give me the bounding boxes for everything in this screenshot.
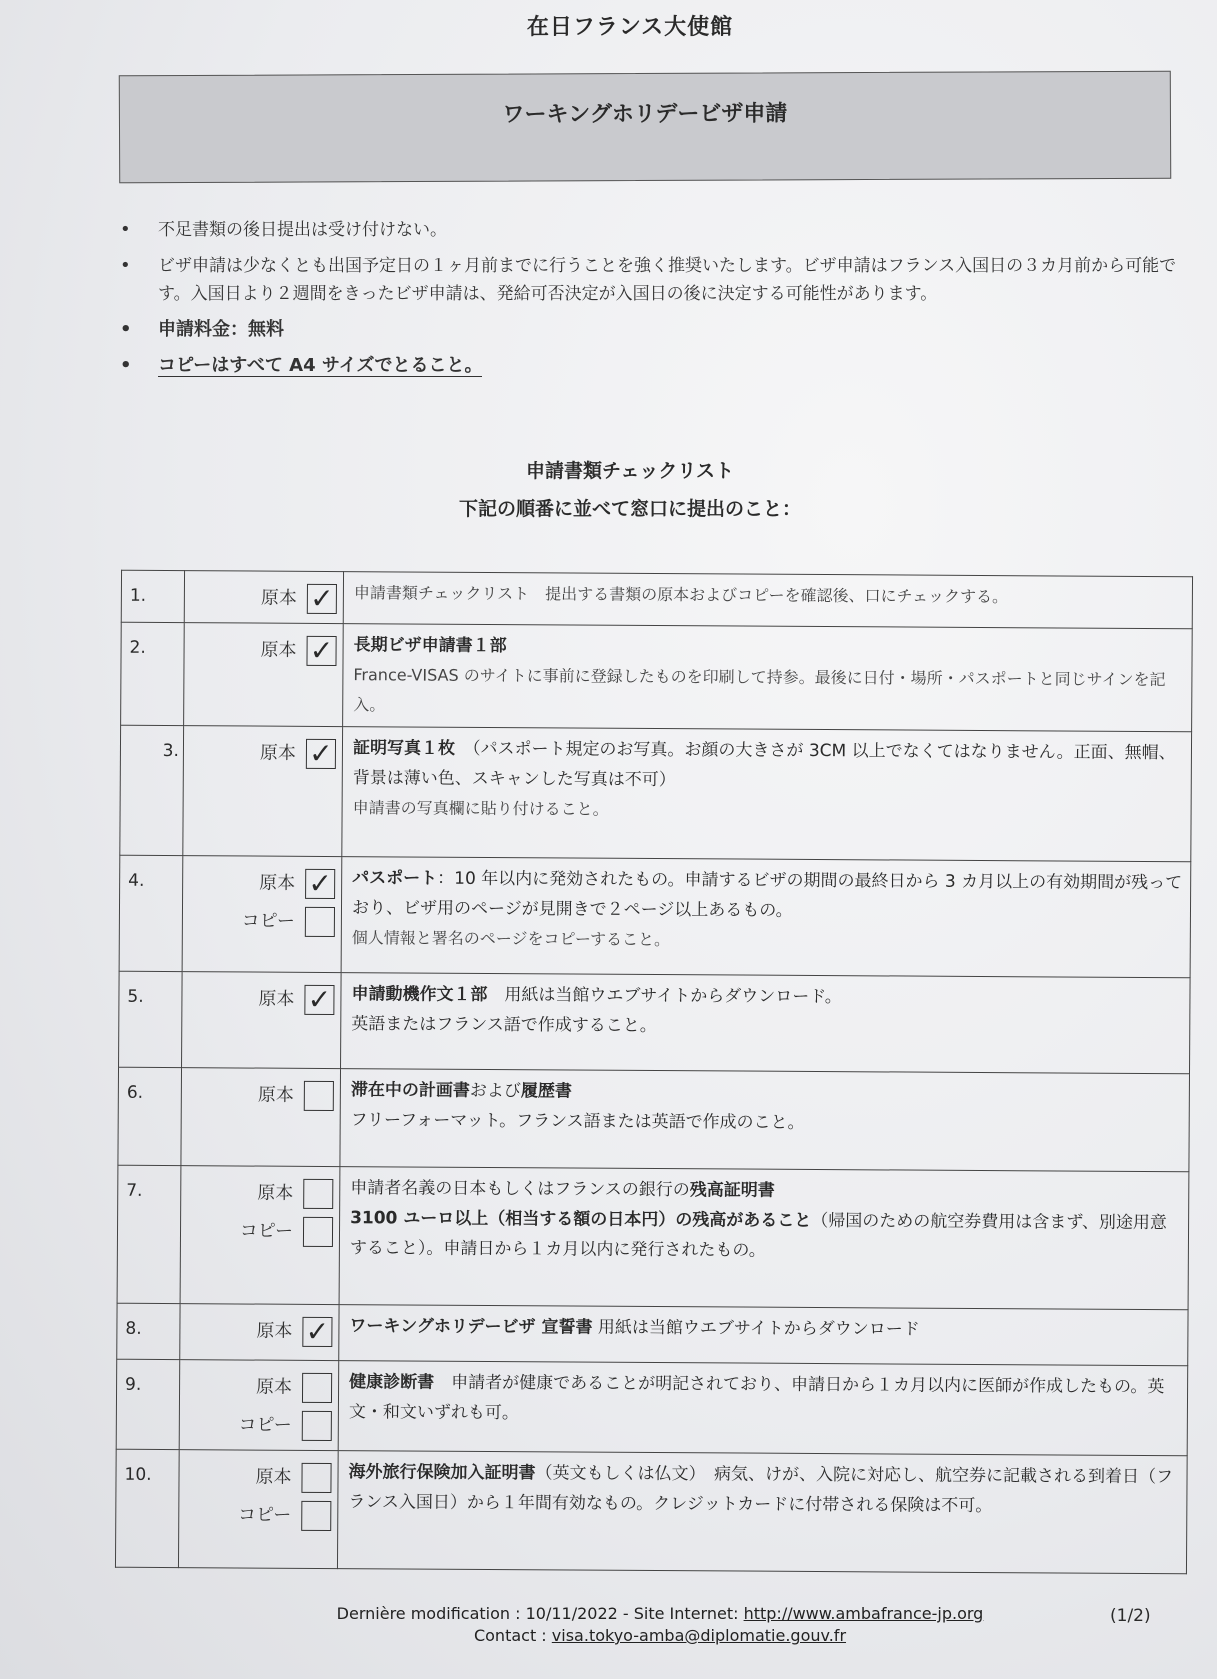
item-number: 1. — [121, 570, 184, 622]
copy-checkbox[interactable] — [302, 1411, 332, 1441]
table-row — [117, 1165, 1189, 1310]
original-label: 原本 — [260, 587, 297, 609]
note-item: • 申請料金：無料 — [118, 316, 1188, 344]
item-title: 申請動機作文１部 — [351, 984, 488, 1005]
note-item: • 不足書類の後日提出は受け付けない。 — [118, 216, 1188, 244]
item-title-2: 履歴書 — [520, 1081, 572, 1102]
item-title: 長期ビザ申請書１部 — [353, 635, 507, 657]
item-description: 用紙は当館ウエブサイトからダウンロード — [597, 1317, 920, 1340]
original-checkbox[interactable] — [301, 1463, 331, 1493]
copy-checkbox[interactable] — [305, 907, 335, 937]
item-description: 用紙は当館ウエブサイトからダウンロード。 — [504, 985, 842, 1008]
item-number: 7. — [117, 1165, 181, 1303]
table-row — [116, 1359, 1188, 1456]
item-number: 4. — [119, 855, 183, 971]
item-description: 申請書類チェックリスト 提出する書類の原本およびコピーを確認後、口にチェックする。 — [353, 583, 1009, 607]
original-label: 原本 — [257, 1084, 294, 1106]
footer — [260, 1603, 1060, 1647]
copy-label: コピー — [238, 1414, 292, 1436]
contact-email-link[interactable]: visa.tokyo-amba@diplomatie.gouv.fr — [551, 1626, 847, 1645]
note-underlined: コピーはすべて A4 サイズでとること。 — [158, 355, 483, 376]
item-description: ：10 年以内に発効されたもの。申請するビザの期間の最終日から 3 カ月以上の有効期間が残っており、ビザ用のページが見開きで２ページ以上あるもの。 — [351, 868, 1183, 921]
item-title: 健康診断書 — [349, 1372, 435, 1393]
item-description: France-VISAS のサイトに事前に登録したものを印刷して持参。最後に日付・場所・パスポートと同じサインを記入。 — [353, 665, 1166, 715]
item-number: 9. — [116, 1359, 180, 1449]
original-label: 原本 — [258, 988, 295, 1010]
table-row — [120, 725, 1192, 862]
item-description: （英文もしくは仏文） 病気、けが、入院に対応し、航空券に記載される到着日（フランス入国日）から１年間有効なもの。クレジットカードに付帯される保険は不可。 — [348, 1463, 1174, 1517]
checklist-title: 申請書類チェックリスト — [525, 460, 735, 482]
original-checkbox[interactable]: ✓ — [306, 739, 336, 769]
note-item — [118, 352, 1188, 380]
item-description: 申請者が健康であることが明記されており、申請日から１カ月以内に医師が作成したもの。英文・和文いずれも可。 — [348, 1372, 1165, 1424]
contact-label: Contact : — [473, 1626, 547, 1645]
item-note: 個人情報と署名のページをコピーすること。 — [351, 928, 671, 950]
note-item: • ビザ申請は少なくとも出国予定日の１ヶ月前までに行うことを強く推奨いたします。ビザ申請はフランス入国日の３カ月前から可能です。入国日より２週間をきったビザ申請は、発給可否決定が入国日の後に決定する可能性があります。 — [118, 252, 1188, 308]
item-number: 6. — [118, 1067, 182, 1165]
original-checkbox[interactable]: ✓ — [305, 869, 335, 899]
item-title: 海外旅行保険加入証明書 — [348, 1462, 536, 1484]
item-title-connector: および — [469, 1080, 521, 1102]
item-number: 10. — [115, 1449, 179, 1567]
checklist-subtitle: 下記の順番に並べて窓口に提出のこと： — [458, 498, 801, 520]
original-label: 原本 — [256, 1320, 293, 1342]
item-title: ワーキングホリデービザ 宣誓書 — [349, 1316, 593, 1338]
item-title-2: 3100 ユーロ以上（相当する額の日本円）の残高があること — [350, 1208, 812, 1231]
original-label: 原本 — [255, 1466, 292, 1488]
table-row — [121, 622, 1193, 732]
title-banner — [119, 71, 1171, 184]
notes-list — [118, 216, 1188, 388]
item-note: 英語またはフランス語で作成すること。 — [351, 1014, 657, 1037]
table-row — [121, 570, 1192, 629]
embassy-name: 在日フランス大使館 — [526, 15, 734, 40]
original-label: 原本 — [259, 872, 296, 894]
table-row — [119, 855, 1191, 978]
item-description: （パスポート規定のお写真。お顔の大きさが 3CM 以上でなくてはなりません。正面、無帽、背景は薄い色、スキャンした写真は不可） — [352, 738, 1176, 791]
item-number: 8. — [117, 1303, 180, 1359]
item-note: フリーフォーマット。フランス語または英語で作成のこと。 — [350, 1110, 805, 1133]
copy-label: コピー — [241, 910, 295, 932]
item-note: 申請書の写真欄に貼り付けること。 — [352, 798, 609, 819]
item-title: パスポート — [352, 868, 438, 889]
original-checkbox[interactable] — [302, 1373, 332, 1403]
table-row — [119, 971, 1191, 1074]
original-checkbox[interactable]: ✓ — [306, 636, 336, 666]
item-number: 5. — [119, 971, 183, 1067]
website-link[interactable]: http://www.ambafrance-jp.org — [743, 1604, 984, 1623]
footer-modified: Dernière modification : 10/11/2022 - Site Internet: — [336, 1604, 739, 1623]
item-description-pre: 申請者名義の日本もしくはフランスの銀行の — [350, 1178, 690, 1201]
banner-title: ワーキングホリデービザ申請 — [502, 100, 788, 128]
original-label: 原本 — [259, 742, 297, 764]
table-row — [115, 1449, 1187, 1574]
item-number: 2. — [121, 622, 185, 725]
table-row — [117, 1303, 1188, 1366]
original-checkbox[interactable]: ✓ — [307, 584, 337, 614]
original-label: 原本 — [260, 639, 297, 661]
item-description: （帰国のための航空券費用は含まず、別途用意すること）。申請日から１カ月以内に発行されたもの。 — [349, 1210, 1168, 1261]
page-number: (1/2) — [1110, 1606, 1151, 1626]
copy-checkbox[interactable] — [303, 1217, 333, 1247]
original-label: 原本 — [257, 1182, 294, 1204]
copy-label: コピー — [237, 1504, 292, 1526]
checklist-table — [115, 570, 1193, 1575]
original-label: 原本 — [256, 1376, 293, 1398]
original-checkbox[interactable] — [303, 1179, 333, 1209]
original-checkbox[interactable] — [304, 1081, 334, 1111]
table-row — [118, 1067, 1190, 1172]
original-checkbox[interactable]: ✓ — [302, 1317, 332, 1347]
item-title: 滞在中の計画書 — [350, 1080, 470, 1101]
copy-label: コピー — [239, 1220, 294, 1242]
item-title: 残高証明書 — [689, 1180, 775, 1201]
original-checkbox[interactable]: ✓ — [304, 985, 334, 1015]
item-number: 3. — [120, 725, 184, 855]
item-title: 証明写真１枚 — [352, 738, 456, 759]
copy-checkbox[interactable] — [301, 1501, 331, 1531]
